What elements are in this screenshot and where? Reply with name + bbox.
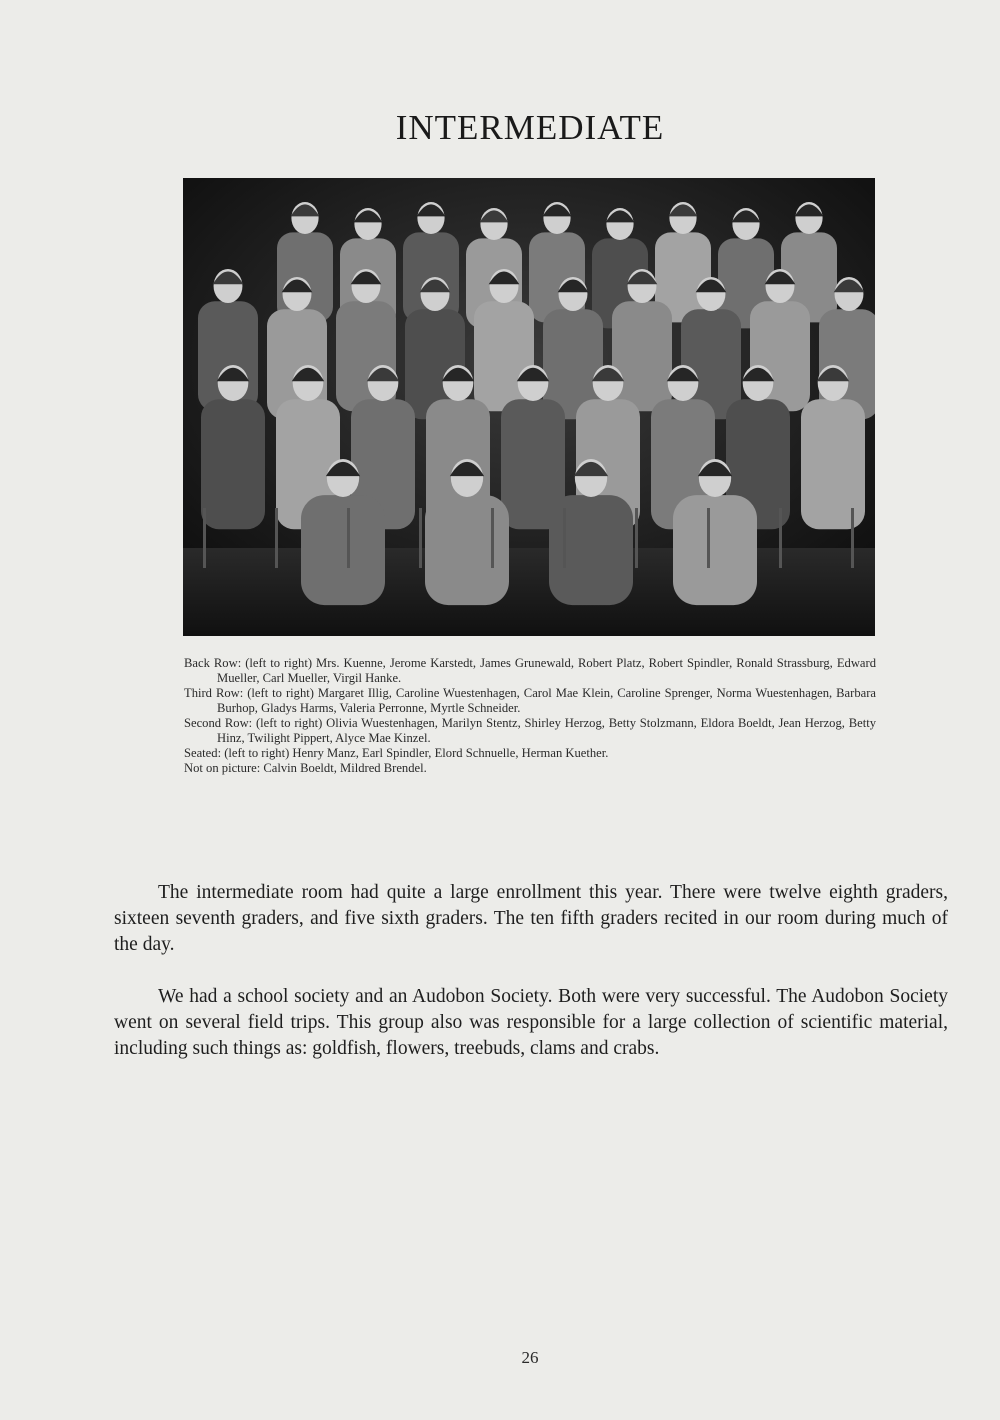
paragraph-enrollment: The intermediate room had quite a large enrollment this year. There were twelve eighth graders, sixteen seventh graders, and five sixth graders. The ten fifth graders recited in our room during much of the day.	[114, 882, 948, 955]
chair-leg	[635, 508, 638, 568]
chair-leg	[203, 508, 206, 568]
chair-leg	[419, 508, 422, 568]
chair-leg	[563, 508, 566, 568]
caption-not-on-picture: Not on picture: Calvin Boeldt, Mildred Brendel.	[184, 761, 427, 775]
caption-second-row: Second Row: (left to right) Olivia Wuestenhagen, Marilyn Stentz, Shirley Herzog, Betty Stolzmann, Eldora Boeldt, Jean Herzog, Betty Hinz, Twilight Pippert, Alyce Mae Kinzel.	[184, 716, 876, 745]
caption-third-row: Third Row: (left to right) Margaret Illig, Caroline Wuestenhagen, Carol Mae Klein, Caroline Sprenger, Norma Wuestenhagen, Barbara Burhop, Gladys Harms, Valeria Perronne, Myrtle Schneider.	[184, 686, 876, 715]
chair-leg	[779, 508, 782, 568]
page-title: INTERMEDIATE	[395, 108, 665, 147]
article-body	[114, 880, 948, 1088]
class-photo	[183, 178, 875, 636]
class-photo-image	[183, 178, 875, 636]
paragraph-societies: We had a school society and an Audobon Society. Both were very successful. The Audobon Society went on several field trips. This group also was responsible for a large collection of scientific material, including such things as: goldfish, flowers, treebuds, clams and crabs.	[114, 986, 948, 1059]
chair-leg	[707, 508, 710, 568]
caption-seated: Seated: (left to right) Henry Manz, Earl Spindler, Elord Schnuelle, Herman Kuether.	[184, 746, 609, 760]
chair-leg	[491, 508, 494, 568]
page-number: 26	[521, 1348, 539, 1367]
chair-leg	[347, 508, 350, 568]
photo-caption	[184, 656, 876, 776]
caption-back-row: Back Row: (left to right) Mrs. Kuenne, Jerome Karstedt, James Grunewald, Robert Platz, Robert Spindler, Ronald Strassburg, Edward Mueller, Carl Mueller, Virgil Hanke.	[184, 656, 876, 685]
chair-leg	[275, 508, 278, 568]
chair-leg	[851, 508, 854, 568]
